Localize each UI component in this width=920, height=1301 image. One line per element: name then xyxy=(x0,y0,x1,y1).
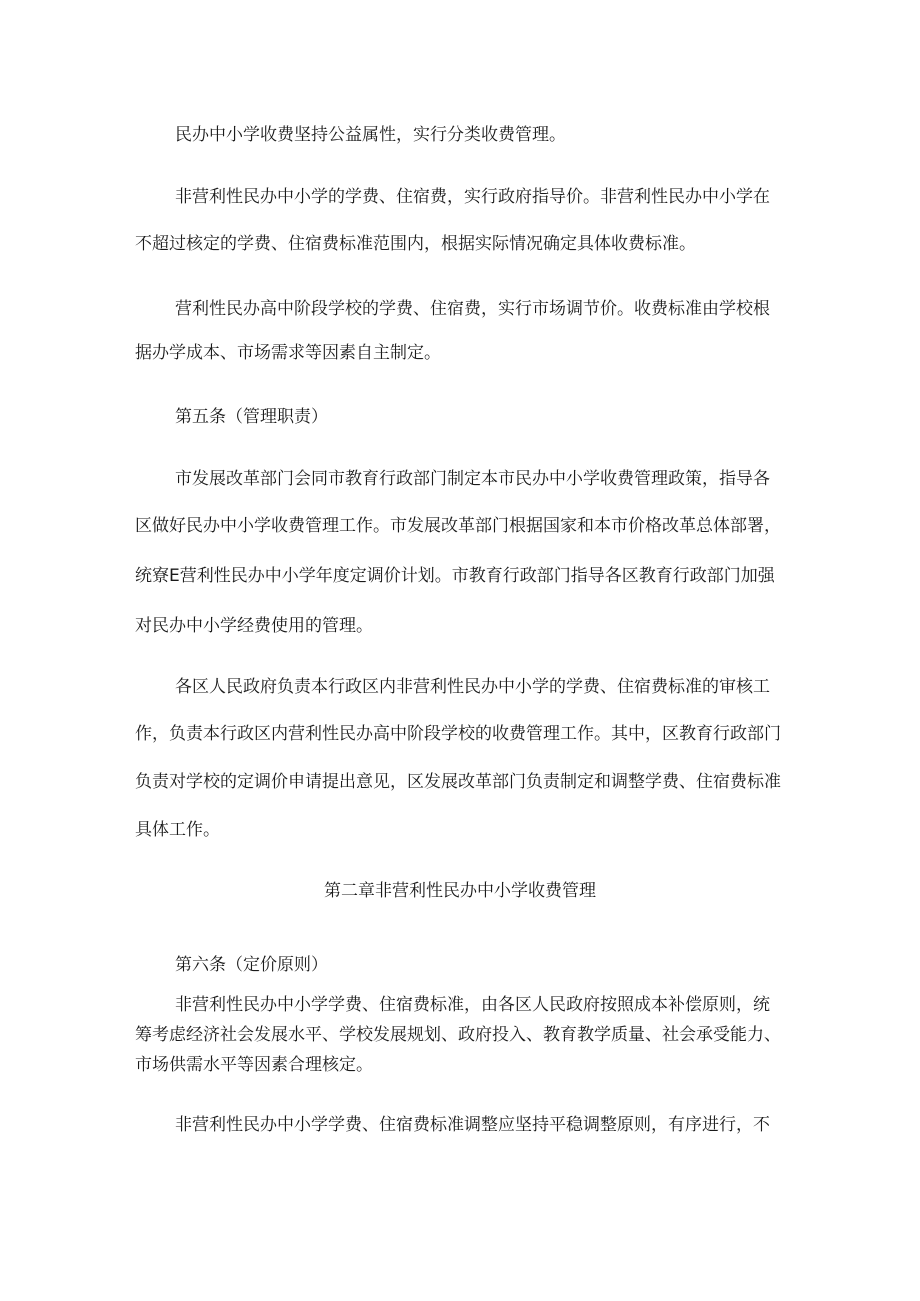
paragraph-line: 具体工作。 xyxy=(135,820,220,840)
paragraph-line: 作，负责本行政区内营利性民办高中阶段学校的收费管理工作。其中，区教育行政部门 xyxy=(135,724,781,744)
paragraph-line: 非营利性民办中小学的学费、住宿费，实行政府指导价。非营利性民办中小学在 xyxy=(175,187,770,207)
paragraph-line: 非营利性民办中小学学费、住宿费标准调整应坚持平稳调整原则，有序进行，不 xyxy=(175,1115,770,1135)
paragraph-line: 不超过核定的学费、住宿费标准范围内，根据实际情况确定具体收费标准。 xyxy=(135,234,696,254)
paragraph-line: 区做好民办中小学收费管理工作。市发展改革部门根据国家和本市价格改革总体部署， xyxy=(135,516,781,536)
article-heading: 第五条（管理职责） xyxy=(175,407,328,427)
article-heading: 第六条（定价原则） xyxy=(175,955,328,975)
paragraph-line: 非营利性民办中小学学费、住宿费标准，由各区人民政府按照成本补偿原则，统 xyxy=(175,995,770,1015)
paragraph-line: 民办中小学收费坚持公益属性，实行分类收费管理。 xyxy=(175,125,566,145)
paragraph-line: 各区人民政府负责本行政区内非营利性民办中小学的学费、住宿费标准的审核工 xyxy=(175,677,770,697)
paragraph-line: 负责对学校的定调价申请提出意见，区发展改革部门负责制定和调整学费、住宿费标准 xyxy=(135,772,781,792)
paragraph-line: 统寮E营利性民办中小学年度定调价计划。市教育行政部门指导各区教育行政部门加强 xyxy=(135,566,775,586)
paragraph-line: 筹考虑经济社会发展水平、学校发展规划、政府投入、教育教学质量、社会承受能力、 xyxy=(135,1025,781,1045)
paragraph-line: 营利性民办高中阶段学校的学费、住宿费，实行市场调节价。收费标准由学校根 xyxy=(175,299,770,319)
chapter-heading: 第二章非营利性民办中小学收费管理 xyxy=(324,881,596,901)
paragraph-line: 市发展改革部门会同市教育行政部门制定本市民办中小学收费管理政策，指导各 xyxy=(175,469,770,489)
paragraph-line: 据办学成本、市场需求等因素自主制定。 xyxy=(135,343,441,363)
paragraph-line: 市场供需水平等因素合理核定。 xyxy=(135,1055,373,1075)
paragraph-line: 对民办中小学经费使用的管理。 xyxy=(135,616,373,636)
